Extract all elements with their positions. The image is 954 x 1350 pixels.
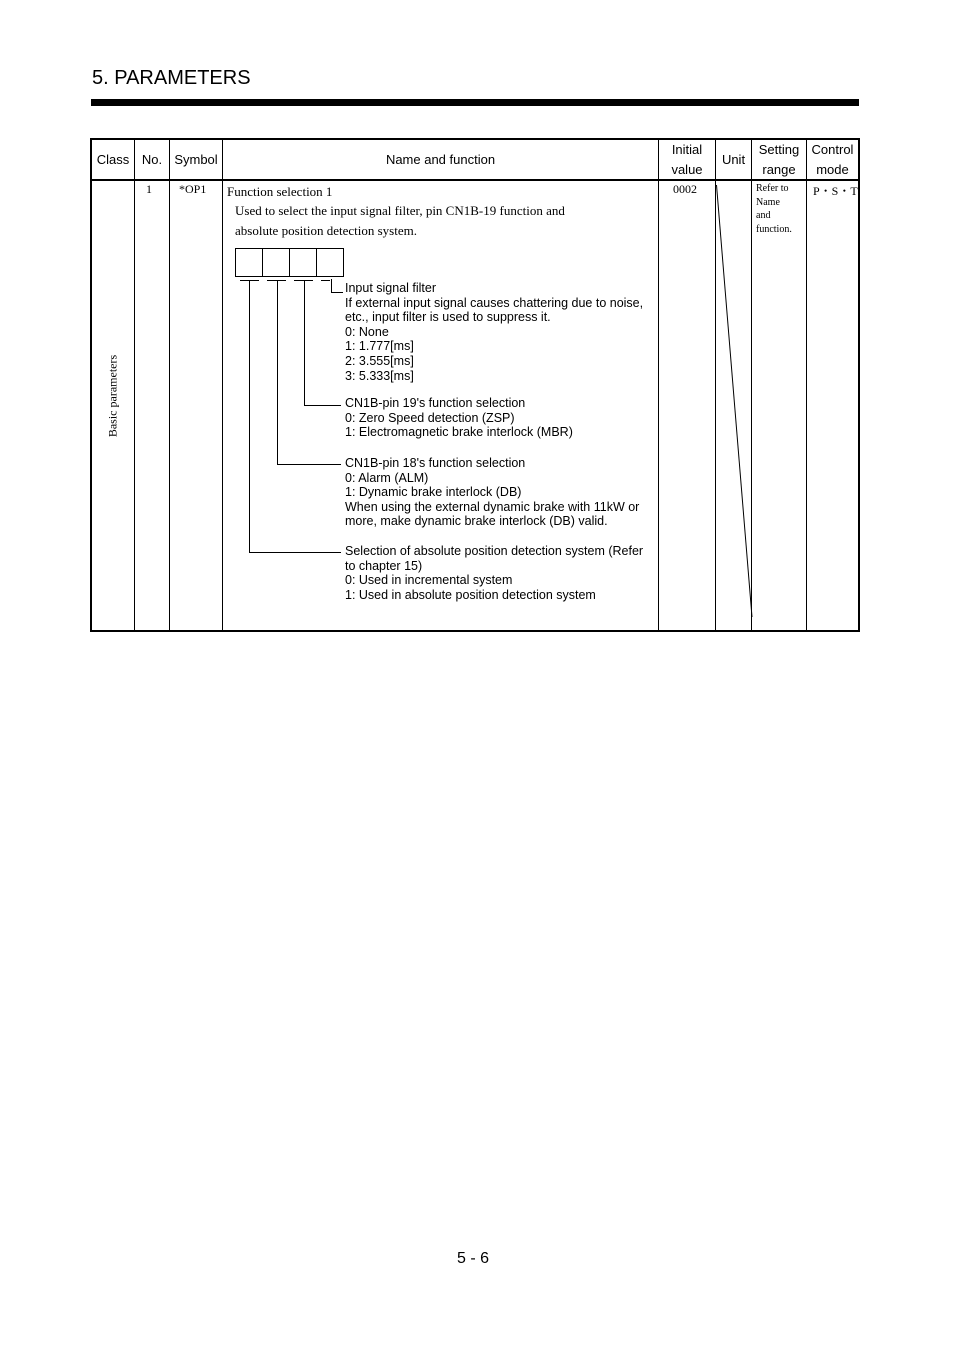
function-description: Used to select the input signal filter, pin CN1B-19 function and absolute position detection system.	[235, 203, 565, 238]
header-no: No.	[141, 152, 163, 167]
digit-title: Selection of absolute position detection system (Refer	[345, 544, 644, 558]
header-symbol: Symbol	[174, 152, 218, 167]
function-title: Function selection 1	[227, 184, 333, 199]
parameter-number: 1	[146, 182, 152, 196]
header-control-mode: Control mode	[811, 142, 854, 177]
control-mode: P・S・T	[813, 184, 858, 198]
leader-line-3	[278, 281, 342, 465]
digit-description-4: Selection of absolute position detection system (Refer to chapter 15) 0: Used in incremental system 1: Used in absolute position detection system	[345, 544, 657, 602]
digit-title: CN1B-pin 19's function selection	[345, 396, 526, 410]
leader-line-2	[305, 281, 342, 406]
header-unit: Unit	[721, 152, 746, 167]
setting-range: Refer to Name and function.	[756, 183, 792, 235]
digit-description-1: Input signal filter If external input signal causes chattering due to noise, etc., input filter is used to suppress it. 0: None 1: 1.777[ms] 2: 3.555[ms] 3: 5.333[ms]	[345, 281, 657, 383]
digit-title: CN1B-pin 18's function selection	[345, 456, 526, 470]
header-setting-range: Setting range	[758, 142, 800, 177]
header-class: Class	[96, 152, 130, 167]
leader-line-4	[250, 281, 342, 553]
header-initial-value: Initial value	[671, 142, 703, 177]
title-rule	[91, 99, 859, 106]
leader-line-1	[332, 279, 344, 293]
page-number: 5 - 6	[457, 1250, 490, 1267]
initial-value: 0002	[673, 182, 697, 196]
parameter-table: Class No. Symbol Name and function Initial value Unit Setting range Control mode Basic parameters 1 *OP1 0002 Refer to Name and function. P・S・T Function selection 1 Used to select the input signal filter, pin CN1B-19 function and absolute position detection system. Input signal filter If external input signal causes chattering due to noise, etc., input filter is used to suppress it. 0: None 1: 1.777[ms] 2: 3.555[ms] 3: 5.333[ms] CN1B-pin 19's function selection 0: Zero Speed detection (ZSP) 1: Electromagnetic brake interlock (MBR) CN1B-pin 18's function selection 0: Alarm (ALM) 1: Dynamic brake interlock (DB) When using the external dynamic brake with 11kW or more, make dynamic brake interlock (DB) valid. Selection of absolute position detection system (Refer to chapter 15) 0: Used in incremental system 1: Used in absolute position detection system	[90, 138, 860, 632]
digit-description-2: CN1B-pin 19's function selection 0: Zero Speed detection (ZSP) 1: Electromagnetic brake interlock (MBR)	[345, 396, 657, 440]
header-name-function: Name and function	[385, 152, 496, 167]
digit-title: Input signal filter	[345, 281, 437, 295]
unit-not-applicable-slash	[717, 185, 753, 617]
chapter-title: 5. PARAMETERS	[92, 67, 251, 89]
parameter-symbol: *OP1	[179, 182, 207, 196]
digit-description-3: CN1B-pin 18's function selection 0: Alarm (ALM) 1: Dynamic brake interlock (DB) When using the external dynamic brake with 11kW or more, make dynamic brake interlock (DB) valid.	[345, 456, 657, 529]
